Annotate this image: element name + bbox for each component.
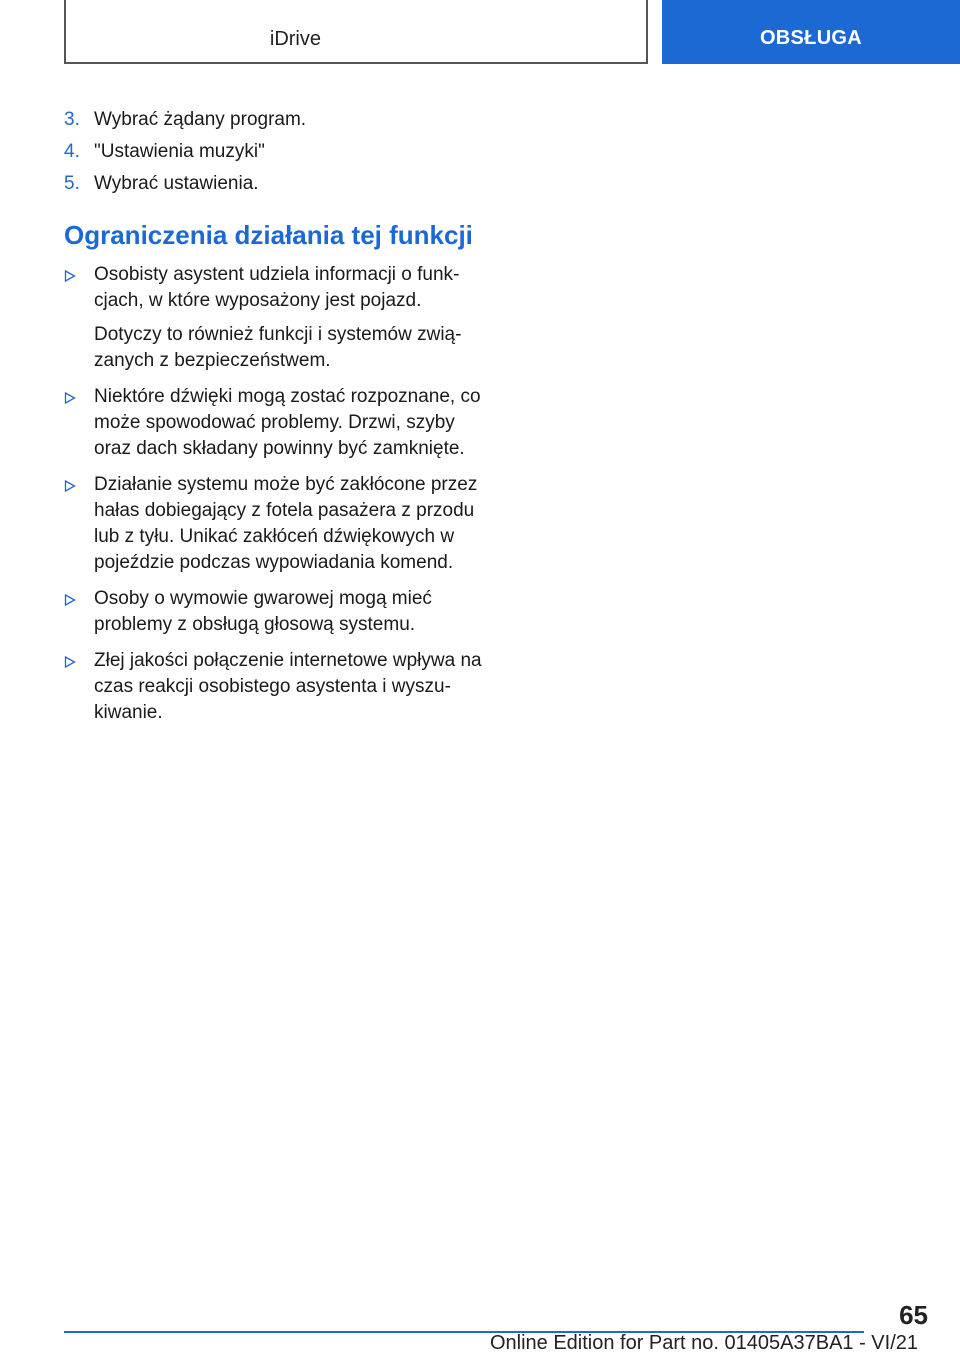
step-number: 3.	[64, 109, 80, 130]
triangle-right-outline-icon	[64, 262, 94, 374]
triangle-right-outline-icon	[64, 384, 94, 462]
bullet-paragraph: Osobisty asystent udziela informacji o funkcjach, w które wyposażony jest pojazd.	[94, 264, 460, 311]
step-item	[64, 104, 484, 136]
step-item	[64, 168, 484, 200]
bullet-paragraph: Dotyczy to również funkcji i systemów związanych z bezpieczeństwem.	[94, 324, 462, 371]
page-number: 65	[899, 1300, 928, 1330]
step-item	[64, 136, 484, 168]
bullet-text	[94, 648, 484, 726]
bullet-text	[94, 586, 484, 638]
step-number: 5.	[64, 173, 80, 194]
bullet-item	[64, 262, 484, 374]
triangle-right-outline-icon	[64, 472, 94, 576]
header-section-title: iDrive	[269, 28, 321, 50]
footer-edition-text: Online Edition for Part no. 01405A37BA1 - VI/21	[489, 1332, 918, 1354]
bullet-item	[64, 648, 484, 726]
bullet-paragraph: Osoby o wymowie gwarowej mogą mieć problemy z obsługą głosową systemu.	[94, 588, 432, 635]
header-chapter-tab: OBSŁUGA	[662, 0, 960, 64]
header-frame	[64, 0, 648, 64]
bullet-text	[94, 384, 484, 462]
bullet-text	[94, 262, 484, 374]
bullet-paragraph: Złej jakości połączenie internetowe wpływa na czas reakcji osobistego asystenta i wyszukiwanie.	[94, 650, 482, 723]
bullet-item	[64, 384, 484, 462]
page-content	[64, 104, 484, 736]
bullet-list	[64, 262, 484, 726]
bullet-item	[64, 586, 484, 638]
triangle-right-outline-icon	[64, 648, 94, 726]
step-text: Wybrać żądany program.	[94, 109, 307, 130]
bullet-item	[64, 472, 484, 576]
bullet-paragraph: Niektóre dźwięki mogą zostać rozpoznane, co może spowodować problemy. Drzwi, szyby oraz dach składany powinny być zamknięte.	[94, 386, 481, 459]
bullet-paragraph: Działanie systemu może być zakłócone przez hałas dobiegający z fotela pasażera z przodu lub z tyłu. Unikać zakłóceń dźwiękowych w pojeździe podczas wypowiadania komend.	[94, 474, 478, 573]
step-list	[64, 104, 484, 200]
triangle-right-outline-icon	[64, 586, 94, 638]
step-number: 4.	[64, 141, 80, 162]
step-text: "Ustawienia muzyki"	[94, 141, 265, 162]
bullet-text	[94, 472, 484, 576]
step-text: Wybrać ustawienia.	[94, 173, 259, 194]
section-title: Ograniczenia działania tej funkcji	[64, 220, 473, 250]
